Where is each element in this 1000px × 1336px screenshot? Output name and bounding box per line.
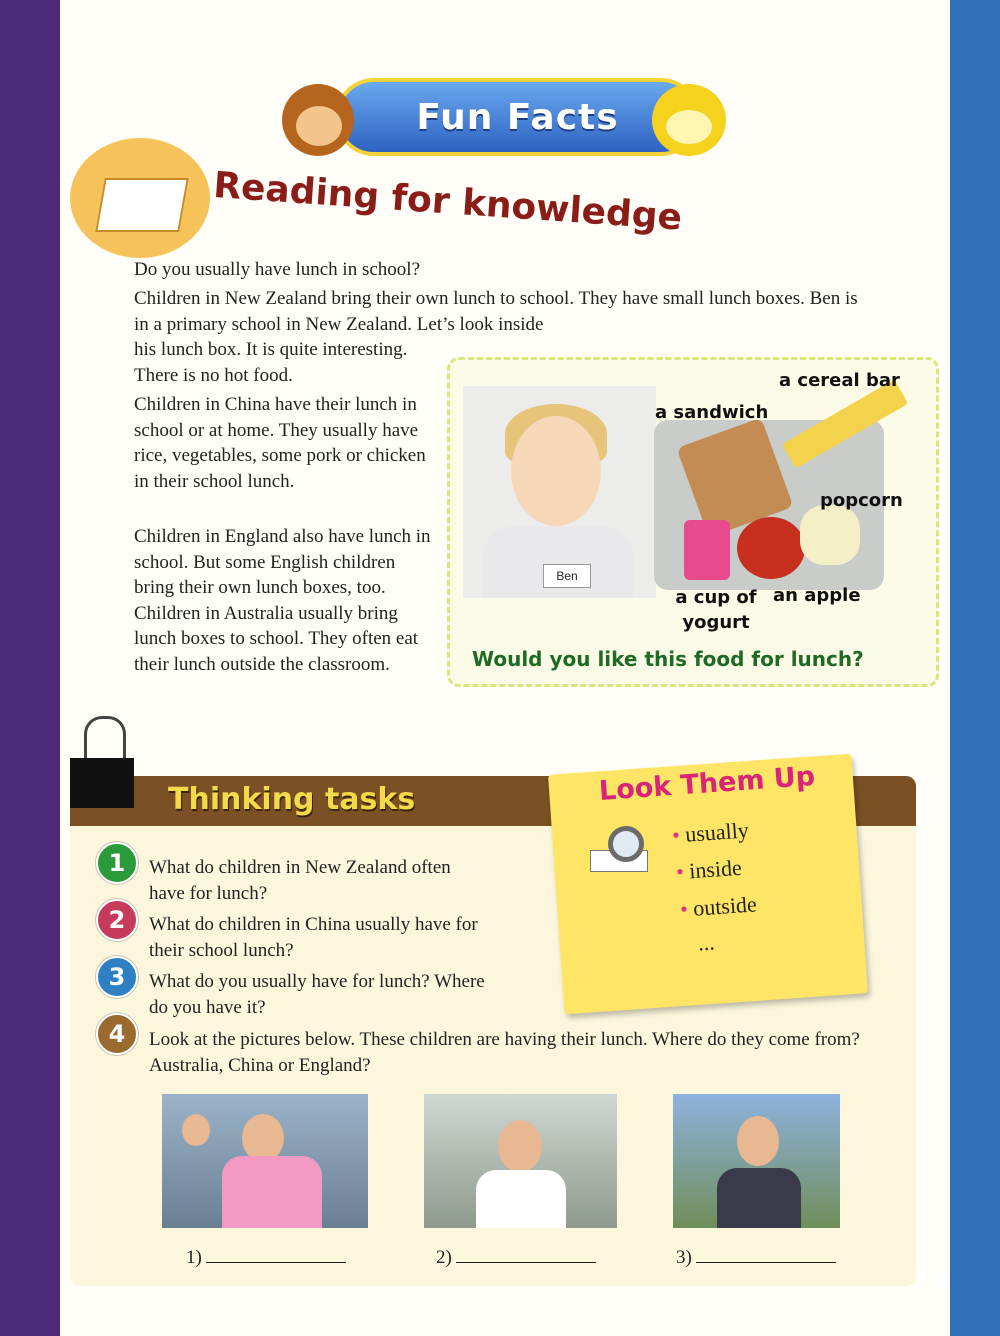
england-lunch-photo	[424, 1094, 617, 1228]
cat-mascot-icon	[652, 84, 726, 156]
reading-paragraph-4: Children in England also have lunch in school. But some English children bring their own lunch boxes, too. Children in Australia usually bring lunch boxes to school. They often eat their lunch outside the classroom.	[134, 526, 431, 675]
task-number-4: 4	[96, 1013, 138, 1055]
monkey-mascot-icon	[282, 84, 354, 156]
task-number-1: 1	[96, 842, 138, 884]
apple-image	[737, 517, 805, 579]
reading-paragraph-2-text: Children in New Zealand bring their own lunch to school. They have small lunch boxes. Ben is in a primary school in New Zealand. Let’s look inside his lunch box. It is quite interesting. There is no hot food.	[134, 288, 858, 386]
page-number: 13	[912, 1266, 949, 1296]
thinking-tasks-title: Thinking tasks	[168, 782, 416, 817]
magnifier-book-icon	[590, 826, 654, 872]
binder-clip-icon	[70, 716, 134, 808]
look-them-up-title: Look Them Up	[598, 760, 817, 807]
label-sandwich: a sandwich	[655, 402, 769, 423]
lookup-word-3: • outside	[679, 891, 758, 922]
answer-blank-1[interactable]: 1)	[186, 1244, 346, 1269]
ben-photo	[463, 386, 656, 598]
label-apple: an apple	[773, 585, 861, 606]
answer-blank-2[interactable]: 2)	[436, 1244, 596, 1269]
fun-facts-title: Fun Facts	[416, 96, 619, 138]
task-question-4: Look at the pictures below. These children are having their lunch. Where do they come from? Australia, China or England?	[149, 1029, 860, 1076]
popcorn-image	[800, 505, 860, 565]
australia-lunch-photo	[673, 1094, 840, 1228]
open-book-icon	[70, 138, 210, 258]
task-question-1: What do children in New Zealand often have for lunch?	[149, 857, 451, 904]
task-question-2: What do children in China usually have for their school lunch?	[149, 914, 478, 961]
label-popcorn: popcorn	[820, 490, 903, 511]
answer-blank-3[interactable]: 3)	[676, 1244, 836, 1269]
china-lunch-photo	[162, 1094, 368, 1228]
lookup-word-1: • usually	[671, 817, 750, 848]
label-yogurt: a cup of yogurt	[675, 587, 757, 633]
task-number-2: 2	[96, 899, 138, 941]
lookup-more: ...	[697, 929, 716, 956]
lunch-question: Would you like this food for lunch?	[472, 647, 864, 671]
task-number-3: 3	[96, 956, 138, 998]
task-question-3: What do you usually have for lunch? Where do you have it?	[149, 971, 485, 1018]
section-title: Reading for knowledge	[212, 165, 684, 239]
yogurt-image	[684, 520, 730, 580]
reading-paragraph-3: Children in China have their lunch in school or at home. They usually have rice, vegetables, some pork or chicken in their school lunch.	[134, 394, 426, 492]
label-cereal-bar: a cereal bar	[779, 370, 900, 391]
lookup-word-2: • inside	[675, 854, 743, 885]
name-tag: Ben	[543, 564, 591, 588]
fun-facts-banner	[335, 78, 700, 156]
reading-paragraph-1: Do you usually have lunch in school?	[134, 259, 421, 280]
